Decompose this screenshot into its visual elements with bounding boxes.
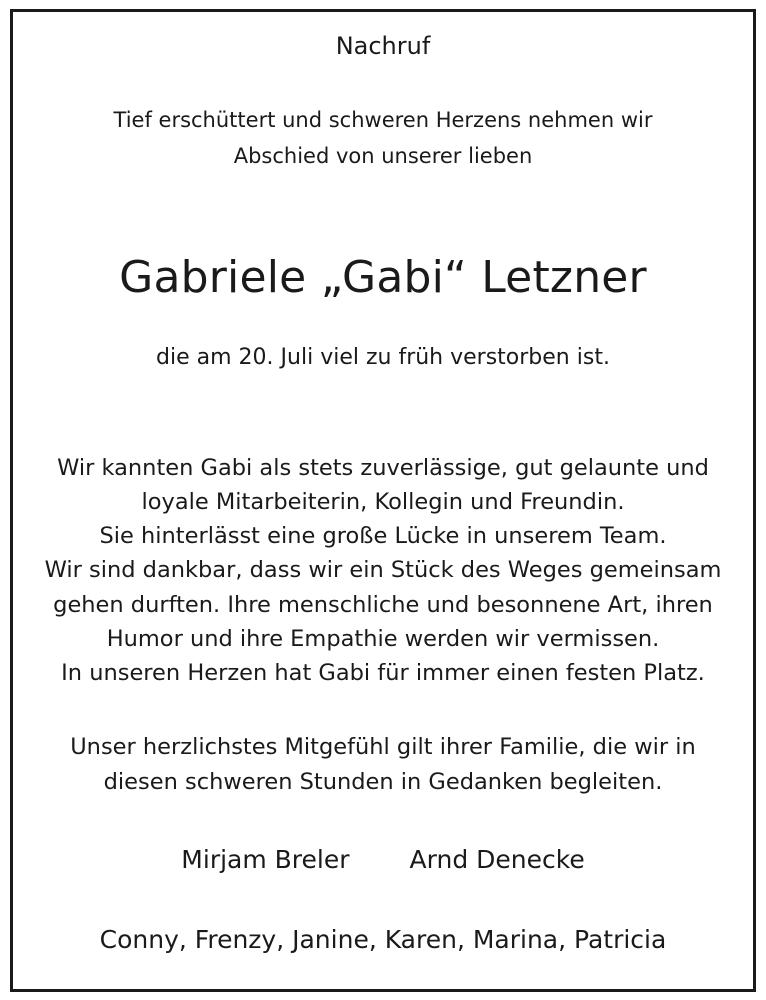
deceased-name: Gabriele „Gabi“ Letzner [119, 252, 647, 303]
signers-row [13, 845, 753, 874]
team-names: Conny, Frenzy, Janine, Karen, Marina, Patricia [99, 925, 667, 954]
tribute-line: gehen durften. Ihre menschliche und besonnene Art, ihren [53, 592, 713, 618]
intro-line: Abschied von unserer lieben [233, 144, 533, 168]
signer-name: Mirjam Breler [181, 845, 350, 874]
tribute-line: loyale Mitarbeiterin, Kollegin und Freundin. [141, 489, 625, 515]
obituary-content [13, 12, 753, 989]
tribute-line: Sie hinterlässt eine große Lücke in unserem Team. [99, 523, 667, 549]
tribute-line: Wir kannten Gabi als stets zuverlässige, gut gelaunte und [57, 455, 709, 481]
date-of-death-line: die am 20. Juli viel zu früh verstorben ist. [156, 345, 610, 370]
tribute-line: Humor und ihre Empathie werden wir vermissen. [106, 626, 660, 652]
condolence-line: Unser herzlichstes Mitgefühl gilt ihrer Familie, die wir in [70, 734, 696, 760]
tribute-line: In unseren Herzen hat Gabi für immer einen festen Platz. [61, 660, 705, 686]
tribute-line: Wir sind dankbar, dass wir ein Stück des Weges gemeinsam [44, 557, 722, 583]
intro-line: Tief erschüttert und schweren Herzens nehmen wir [113, 108, 653, 132]
condolence-line: diesen schweren Stunden in Gedanken begleiten. [103, 769, 663, 795]
signer-name: Arnd Denecke [409, 845, 585, 874]
obituary-heading: Nachruf [335, 32, 431, 60]
obituary-border [10, 9, 756, 992]
